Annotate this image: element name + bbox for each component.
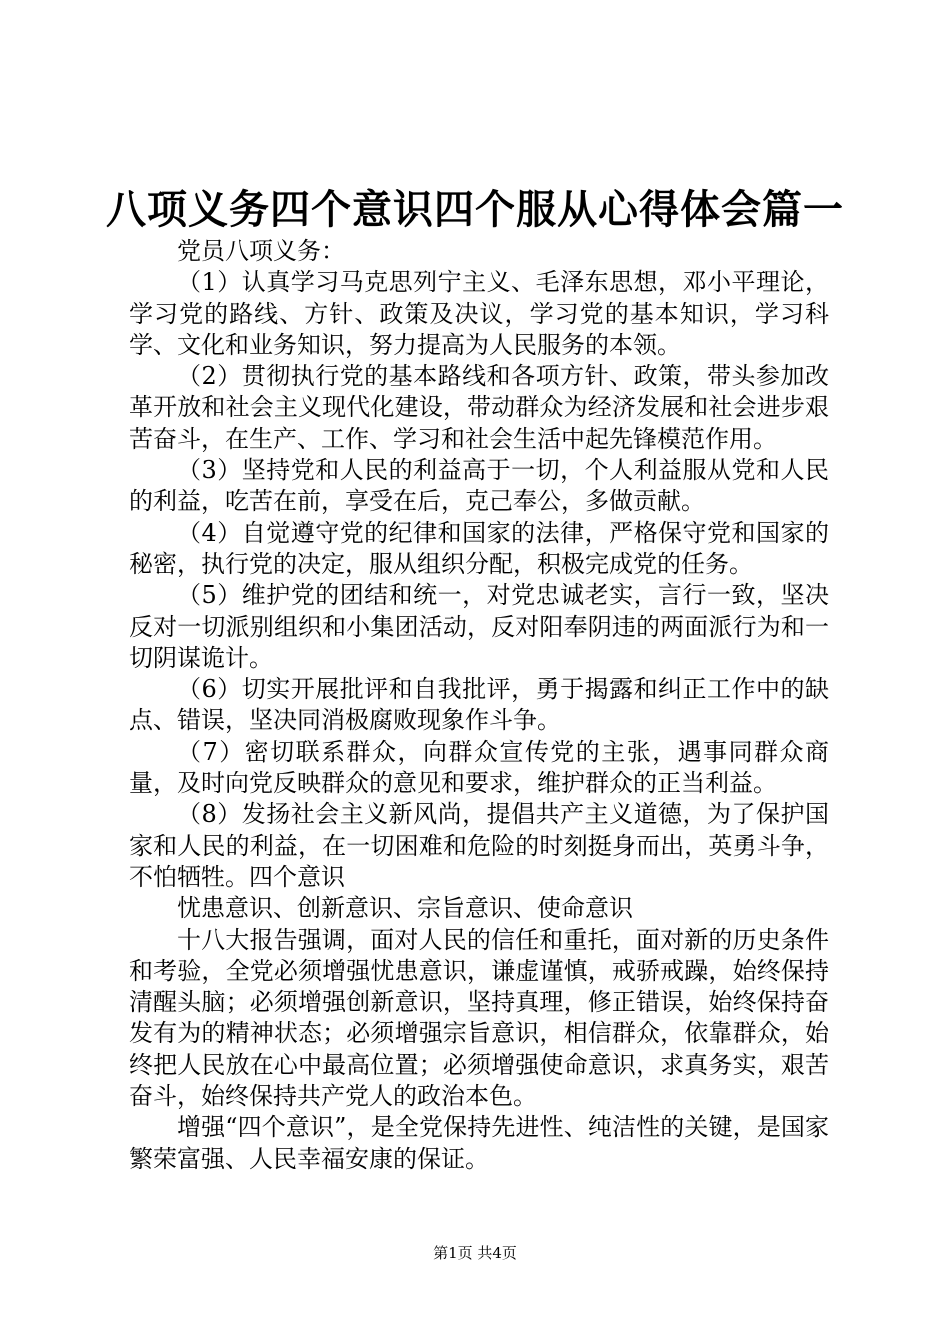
paragraph-duty-2: （2）贯彻执行党的基本路线和各项方针、政策，带头参加改革开放和社会主义现代化建设，带动群众为经济发展和社会进步艰苦奋斗，在生产、工作、学习和社会生活中起先锋模范作用。	[129, 362, 829, 453]
paragraph-four-consciousness: 忧患意识、创新意识、宗旨意识、使命意识	[177, 894, 633, 923]
paragraph-duty-4: （4）自觉遵守党的纪律和国家的法律，严格保守党和国家的秘密，执行党的决定，服从组织分配，积极完成党的任务。	[129, 518, 829, 578]
document-title: 八项义务四个意识四个服从心得体会篇一	[106, 186, 844, 233]
paragraph-duty-5: （5）维护党的团结和统一，对党忠诚老实，言行一致，坚决反对一切派别组织和小集团活动，反对阳奉阴违的两面派行为和一切阴谋诡计。	[129, 581, 829, 672]
document-body	[129, 236, 829, 1175]
paragraph-duty-7: （7）密切联系群众，向群众宣传党的主张，遇事同群众商量，及时向党反映群众的意见和要求，维护群众的正当利益。	[129, 737, 829, 798]
paragraph-duty-1: （1）认真学习马克思列宁主义、毛泽东思想，邓小平理论，学习党的路线、方针、政策及决议，学习党的基本知识，学习科学、文化和业务知识，努力提高为人民服务的本领。	[129, 268, 829, 359]
paragraph-duty-3: （3）坚持党和人民的利益高于一切，个人利益服从党和人民的利益，吃苦在前，享受在后，克己奉公，多做贡献。	[129, 456, 829, 516]
paragraph-duty-8: （8）发扬社会主义新风尚，提倡共产主义道德，为了保护国家和人民的利益，在一切困难和危险的时刻挺身而出，英勇斗争，不怕牺牲。四个意识	[129, 800, 829, 891]
paragraph-intro: 党员八项义务：	[177, 237, 345, 265]
paragraph-report: 十八大报告强调，面对人民的信任和重托，面对新的历史条件和考验，全党必须增强忧患意识，谦虚谨慎，戒骄戒躁，始终保持清醒头脑；必须增强创新意识，坚持真理，修正错误，始终保持奋发有为的精神状态；必须增强宗旨意识，相信群众，依靠群众，始终把人民放在心中最高位置；必须增强使命意识，求真务实，艰苦奋斗，始终保持共产党人的政治本色。	[129, 925, 829, 1111]
paragraph-conclusion: 增强“四个意识”，是全党保持先进性、纯洁性的关键，是国家繁荣富强、人民幸福安康的保证。	[129, 1113, 829, 1173]
paragraph-duty-6: （6）切实开展批评和自我批评，勇于揭露和纠正工作中的缺点、错误，坚决同消极腐败现象作斗争。	[129, 675, 829, 735]
page-number-footer: 第1页 共4页	[433, 1244, 517, 1262]
